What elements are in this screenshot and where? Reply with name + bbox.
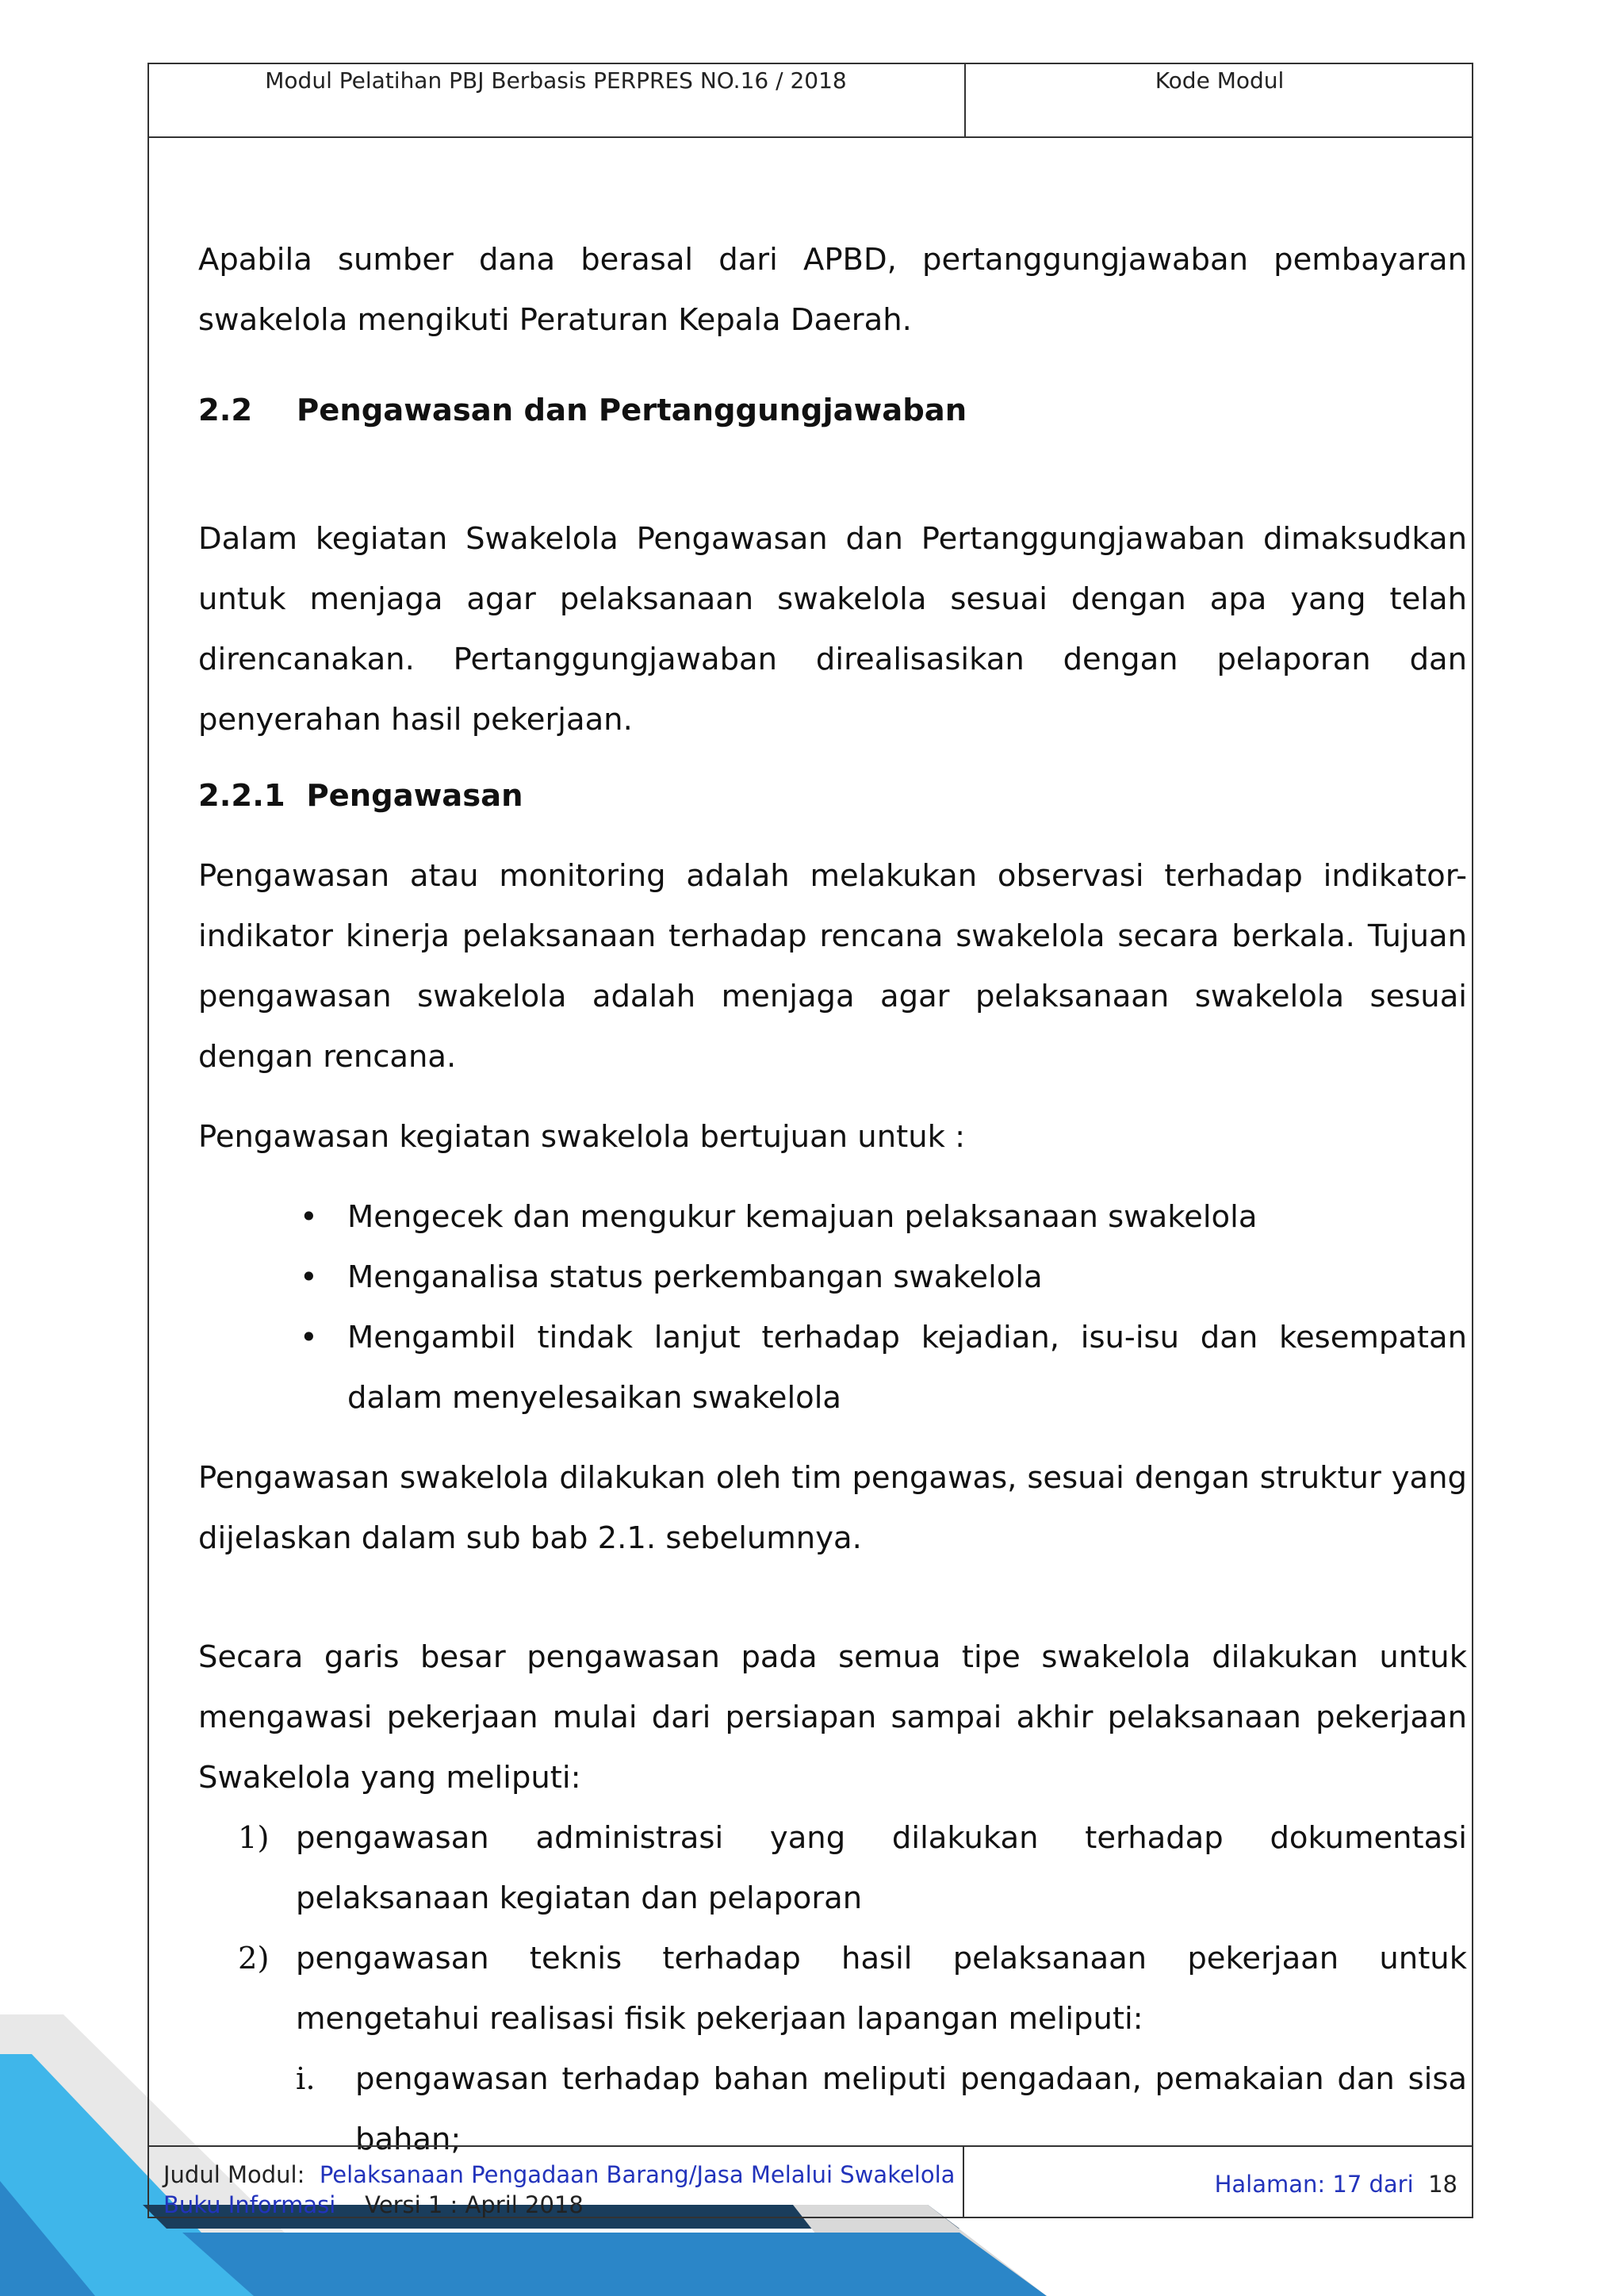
bullet-icon: • [300, 1320, 318, 1355]
version-text: Versi 1 : April 2018 [365, 2191, 584, 2218]
bullet-icon: • [300, 1259, 318, 1295]
total-pages: 18 [1428, 2171, 1457, 2198]
section-number: 2.2 [198, 393, 253, 428]
module-code-label: Kode Modul [1155, 67, 1285, 94]
bullet-icon: • [300, 1199, 318, 1235]
list-marker: 1) [238, 1820, 270, 1856]
judul-value: Pelaksanaan Pengadaan Barang/Jasa Melalui Swakelola [319, 2161, 956, 2188]
page-footer [147, 2145, 1473, 2218]
list-marker: 2) [238, 1941, 270, 1976]
section-title: Pengawasan dan Pertanggungjawaban [297, 393, 967, 428]
module-title: Modul Pelatihan PBJ Berbasis PERPRES NO.16 / 2018 [147, 63, 966, 136]
list-item: 1) pengawasan administrasi yang dilakukan terhadap dokumentasi pelaksanaan kegiatan dan pelaporan [238, 1808, 1467, 1929]
intro-paragraph: Apabila sumber dana berasal dari APBD, pertanggungjawaban pembayaran swakelola mengikuti Peraturan Kepala Daerah. [198, 242, 1467, 338]
paragraph: Secara garis besar pengawasan pada semua tipe swakelola dilakukan untuk mengawasi pekerjaan mulai dari persiapan sampai akhir pelaksanaan pekerjaan Swakelola yang meliputi: [198, 1639, 1467, 1796]
document-body [198, 230, 1467, 2170]
subsection-number: 2.2.1 [198, 778, 285, 814]
list-item: • Mengecek dan mengukur kemajuan pelaksanaan swakelola [300, 1187, 1467, 1248]
list-item: • Menganalisa status perkembangan swakelola [300, 1248, 1467, 1308]
paragraph: Pengawasan kegiatan swakelola bertujuan untuk : [198, 1119, 966, 1155]
subsection-heading [198, 766, 1467, 826]
section-paragraph: Dalam kegiatan Swakelola Pengawasan dan Pertanggungjawaban dimaksudkan untuk menjaga agar pelaksanaan swakelola sesuai dengan apa yang telah direncanakan. Pertanggungjawaban direalisasikan dengan pelaporan dan penyerahan hasil pekerjaan. [198, 521, 1467, 738]
list-item: • Mengambil tindak lanjut terhadap kejadian, isu-isu dan kesempatan dalam menyelesaikan swakelola [300, 1308, 1467, 1428]
paragraph: Pengawasan swakelola dilakukan oleh tim pengawas, sesuai dengan struktur yang dijelaskan dalam sub bab 2.1. sebelumnya. [198, 1460, 1467, 1556]
list-marker: i. [296, 2061, 316, 2097]
buku-word: Buku [163, 2191, 221, 2218]
page-header [147, 63, 1473, 138]
judul-label: Judul Modul: [163, 2161, 305, 2188]
list-item: i. pengawasan terhadap bahan meliputi pengadaan, pemakaian dan sisa bahan; [296, 2049, 1467, 2170]
subsection-title: Pengawasan [306, 778, 523, 814]
section-heading [198, 381, 1467, 441]
paragraph: Pengawasan atau monitoring adalah melakukan observasi terhadap indikator-indikator kinerja pelaksanaan terhadap rencana swakelola secara berkala. Tujuan pengawasan swakelola adalah menjaga agar pelaksanaan swakelola sesuai dengan rencana. [198, 858, 1467, 1075]
footer-page-info [964, 2147, 1473, 2218]
numbered-list [198, 1808, 1467, 2170]
list-item: 2) pengawasan teknis terhadap hasil pelaksanaan pekerjaan untuk mengetahui realisasi fisik pekerjaan lapangan meliputi: i. pengawasan terhadap bahan meliputi pengadaan, pemakaian dan sisa bahan; [238, 1929, 1467, 2170]
bullet-list [198, 1187, 1467, 1428]
page-number: Halaman: 17 dari [1214, 2171, 1414, 2198]
informasi-word: Informasi [228, 2191, 336, 2218]
footer-module-info [147, 2147, 964, 2218]
